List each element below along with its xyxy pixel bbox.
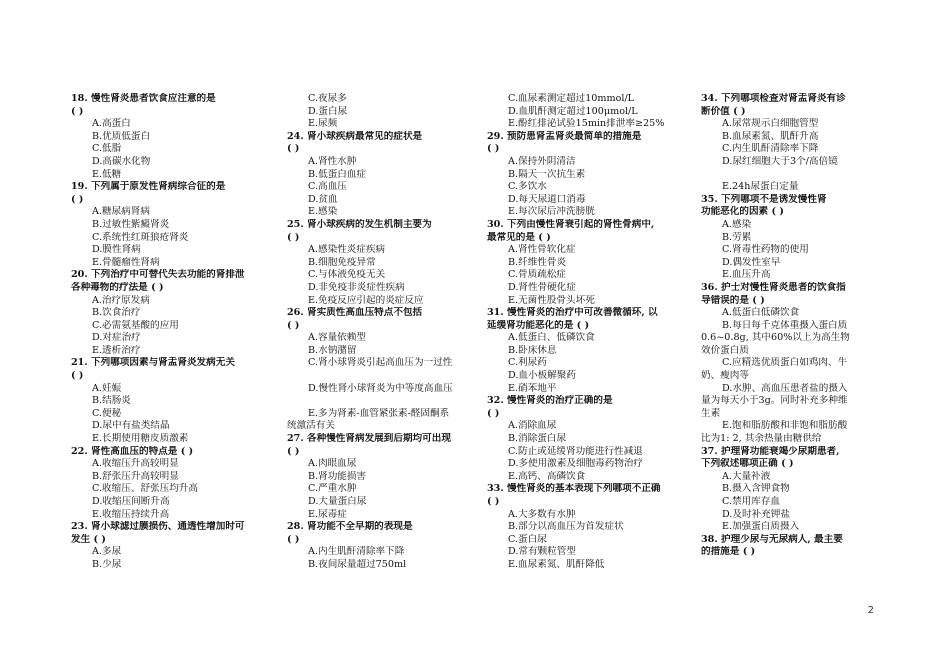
question-text: 29. 预防患肾盂肾炎最简单的措施是	[487, 130, 642, 142]
answer-option: B.血尿素氮、肌酐升高	[722, 130, 819, 142]
column-2	[287, 93, 481, 572]
answer-option: C.低脂	[92, 143, 122, 155]
answer-option: C.必需氨基酸的应用	[92, 319, 179, 331]
answer-option: D.蛋白尿	[308, 105, 348, 117]
answer-option: E.骨髓瘤性肾病	[92, 256, 160, 268]
answer-option: C.便秘	[92, 407, 122, 419]
answer-option: A.感染	[722, 218, 752, 230]
answer-option: D.对症治疗	[92, 332, 141, 344]
question-text: 36. 护士对慢性肾炎患者的饮食指	[701, 281, 846, 293]
continuation-text: 统激活有关	[287, 420, 335, 432]
answer-option: B.肾功能损害	[308, 470, 367, 482]
answer-option: D.常有颗粒管型	[508, 546, 576, 558]
answer-option: C.收缩压、舒张压均升高	[92, 483, 198, 495]
answer-option: B.消除蛋白尿	[508, 433, 567, 445]
question-text: 33. 慢性肾炎的基本表现下列哪项不正确	[487, 483, 661, 495]
question-text: 延缓肾功能恶化的是 ( )	[487, 319, 590, 331]
question-text: 18. 慢性肾炎患者饮食应注意的是	[71, 93, 216, 104]
column-4	[701, 93, 886, 559]
answer-option: D.尿中有盐类结晶	[92, 420, 170, 432]
answer-option: E.酚红排泌试验15min排泄率≥25%	[508, 118, 665, 130]
answer-option: D.收缩压间断升高	[92, 496, 170, 507]
answer-option: B.隔天一次抗生素	[508, 168, 586, 180]
question-text: 功能恶化的因素 ( )	[701, 206, 784, 218]
answer-option: B.细胞免疫异常	[308, 256, 376, 268]
answer-option: C.蛋白尿	[508, 533, 547, 545]
question-text: 35. 下列哪项不是诱发慢性肾	[701, 193, 827, 205]
question-text: ( )	[71, 105, 84, 117]
question-text: ( )	[487, 407, 500, 419]
answer-option: D.大量蛋白尿	[308, 496, 367, 507]
answer-option: C.多饮水	[508, 181, 547, 193]
question-text: 24. 肾小球疾病最常见的症状是	[287, 130, 423, 142]
continuation-text: 效价蛋白质	[701, 344, 749, 356]
answer-option: D.及时补充钾盐	[722, 508, 790, 520]
answer-option: B.摄入含钾食物	[722, 483, 790, 495]
question-text: 的措施是 ( )	[701, 546, 756, 558]
answer-option: A.肉眼血尿	[308, 458, 357, 470]
answer-option: E.血压升高	[722, 269, 771, 281]
question-text: 23. 肾小球滤过膜损伤、通透性增加时可	[71, 521, 245, 533]
answer-option: E.低糖	[92, 168, 122, 180]
question-text: 断价值 ( )	[701, 105, 746, 117]
answer-option: C.系统性红斑狼疮肾炎	[92, 231, 189, 243]
answer-option: A.感染性炎症疾病	[308, 244, 386, 256]
answer-option: C.骨质疏松症	[508, 269, 567, 281]
answer-option: E.感染	[308, 206, 338, 218]
answer-option: A.收缩压升高较明显	[92, 458, 179, 470]
question-text: 20. 下列治疗中可替代失去功能的肾排泄	[71, 269, 245, 281]
answer-option: C.利尿药	[508, 357, 547, 369]
question-text: ( )	[287, 231, 300, 243]
answer-option: D.慢性肾小球肾炎为中等度高血压	[308, 382, 453, 394]
blank-line	[701, 169, 886, 182]
answer-option: A.消除血尿	[508, 420, 557, 432]
question-text: 30. 下列由慢性肾衰引起的肾性骨病中,	[487, 218, 655, 230]
question-text: 最常见的是 ( )	[487, 231, 551, 243]
answer-option: B.纤维性骨炎	[508, 256, 567, 268]
continuation-text: 量为每天小于3g。同时补充多种维	[701, 395, 848, 407]
answer-option: B.过敏性紫癜肾炎	[92, 218, 170, 230]
answer-option: B.部分以高血压为首发症状	[508, 521, 624, 533]
question-text: 22. 肾性高血压的特点是 ( )	[71, 445, 194, 457]
question-text: 发生 ( )	[71, 533, 106, 545]
question-text: 导错误的是 ( )	[701, 294, 765, 306]
answer-option: B.结肠炎	[92, 395, 131, 407]
question-text: ( )	[287, 445, 300, 457]
question-text: 31. 慢性肾炎的治疗中可改善微循环, 以	[487, 307, 658, 319]
question-text: ( )	[287, 143, 300, 155]
answer-option: A.妊娠	[92, 382, 122, 394]
continuation-text: 生素	[701, 407, 721, 419]
answer-option: C.血尿素测定超过10mmol/L	[508, 93, 635, 104]
answer-option: C.与体液免疫无关	[308, 269, 386, 281]
answer-option: A.大多数有水肿	[508, 508, 576, 520]
answer-option: A.大量补液	[722, 470, 771, 482]
answer-option: E.24h尿蛋白定量	[722, 181, 799, 193]
answer-option: A.肾性水肿	[308, 155, 357, 167]
answer-option: E.收缩压持续升高	[92, 508, 170, 520]
answer-option: A.低蛋白低磷饮食	[722, 307, 800, 319]
answer-option: A.内生肌酐清除率下降	[308, 546, 405, 558]
answer-option: C.高血压	[308, 181, 347, 193]
answer-option: E.多为肾素-血管紧张素-醛固酮系	[308, 407, 450, 419]
answer-option: B.低蛋白血症	[308, 168, 367, 180]
answer-option: D.膜性肾病	[92, 244, 141, 256]
question-text: 26. 肾实质性高血压特点不包括	[287, 307, 423, 319]
answer-option: D.血肌酐测定超过100μmol/L	[508, 105, 638, 117]
continuation-text: 奶、瘦肉等	[701, 370, 749, 382]
answer-option: C.内生肌酐清除率下降	[722, 143, 819, 155]
answer-option: D.肾性骨硬化症	[508, 281, 576, 293]
answer-option: B.劳累	[722, 231, 752, 243]
answer-option: B.饮食治疗	[92, 307, 141, 319]
answer-option: B.卧床休息	[508, 344, 557, 356]
answer-option: D.非免疫非炎症性疾病	[308, 281, 405, 293]
column-3	[487, 93, 687, 572]
answer-option: E.尿毒症	[308, 508, 347, 520]
question-text: ( )	[287, 533, 300, 545]
answer-option: A.容量依赖型	[308, 332, 366, 344]
answer-option: A.肾性骨软化症	[508, 244, 576, 256]
continuation-text: 比为1: 2, 其余热量由糖供给	[701, 433, 822, 445]
answer-option: E.每次尿后冲洗膀胱	[508, 206, 595, 218]
answer-option: E.免疫反应引起的炎症反应	[308, 294, 424, 306]
answer-option: B.优质低蛋白	[92, 130, 151, 142]
question-text: 19. 下列属于原发性肾病综合征的是	[71, 181, 226, 193]
answer-option: C.肾小球肾炎引起高血压为一过性	[308, 357, 453, 369]
answer-option: D.尿红细胞大于3个/高倍镜	[722, 155, 838, 167]
question-text: ( )	[71, 370, 84, 382]
question-text: 38. 护理少尿与无尿病人, 最主要	[701, 533, 843, 545]
question-text: 下列叙述哪项正确 ( )	[701, 458, 794, 470]
answer-option: E.加强蛋白质摄入	[722, 521, 800, 533]
answer-option: A.治疗原发病	[92, 294, 150, 306]
question-text: 25. 肾小球疾病的发生机制主要为	[287, 218, 432, 230]
answer-option: E.长期使用糖皮质激素	[92, 433, 189, 445]
answer-option: D.每天尿道口消毒	[508, 193, 586, 205]
answer-option: A.多尿	[92, 546, 122, 558]
answer-option: C.禁用库存血	[722, 496, 781, 507]
answer-option: B.每日每千克体重摄入蛋白质	[722, 319, 848, 331]
answer-option: A.低蛋白、低磷饮食	[508, 332, 595, 344]
answer-option: C.防止或延缓肾功能进行性减退	[508, 445, 643, 457]
answer-option: B.舒张压升高较明显	[92, 470, 179, 482]
question-text: 27. 各种慢性肾病发展到后期均可出现	[287, 433, 451, 445]
answer-option: E.透析治疗	[92, 344, 141, 356]
question-text: ( )	[487, 496, 500, 507]
answer-option: C.严重水肿	[308, 483, 357, 495]
answer-option: E.无菌性股骨头坏死	[508, 294, 595, 306]
answer-option: E.饱和脂肪酸和非饱和脂肪酸	[722, 420, 848, 432]
question-text: 21. 下列哪项因素与肾盂肾炎发病无关	[71, 357, 235, 369]
continuation-text: 0.6~0.8g, 其中60%以上为高生物	[701, 332, 850, 344]
page-number: 2	[867, 605, 874, 616]
answer-option: A.糖尿病肾病	[92, 206, 150, 218]
answer-option: D.水肿、高血压患者盐的摄入	[722, 382, 848, 394]
answer-option: C.夜尿多	[308, 93, 347, 104]
answer-option: B.夜间尿量超过750ml	[308, 558, 407, 570]
question-text: 32. 慢性肾炎的治疗正确的是	[487, 395, 613, 407]
answer-option: E.血尿素氮、肌酐降低	[508, 558, 605, 570]
question-text: 37. 护理肾功能衰竭少尿期患者,	[701, 445, 840, 457]
column-1	[71, 93, 271, 572]
blank-line	[287, 370, 481, 383]
question-text: ( )	[287, 319, 300, 331]
blank-line	[287, 395, 481, 408]
answer-option: B.水钠潴留	[308, 344, 357, 356]
answer-option: D.偶发性室早	[722, 256, 781, 268]
answer-option: A.高蛋白	[92, 118, 131, 130]
answer-option: C.肾毒性药物的使用	[722, 244, 809, 256]
question-text: 各种毒物的疗法是 ( )	[71, 281, 164, 293]
answer-option: A.尿常规示白细胞管型	[722, 118, 819, 130]
question-text: ( )	[71, 193, 84, 205]
answer-option: B.少尿	[92, 558, 122, 570]
question-text: ( )	[487, 143, 500, 155]
question-text: 34. 下列哪项检查对肾盂肾炎有诊	[701, 93, 846, 104]
answer-option: A.保持外阴清洁	[508, 155, 576, 167]
answer-option: D.高碳水化物	[92, 155, 151, 167]
answer-option: D.贫血	[308, 193, 338, 205]
answer-option: E.高钙、高磷饮食	[508, 470, 586, 482]
answer-option: E.硝苯地平	[508, 382, 557, 394]
answer-option: E.尿频	[308, 118, 338, 130]
answer-option: D.血小板解聚药	[508, 370, 576, 382]
answer-option: D.多使用激素及细胞毒药物治疗	[508, 458, 644, 470]
question-text: 28. 肾功能不全早期的表现是	[287, 521, 413, 533]
answer-option: C.应精选优质蛋白如鸡肉、牛	[722, 357, 848, 369]
